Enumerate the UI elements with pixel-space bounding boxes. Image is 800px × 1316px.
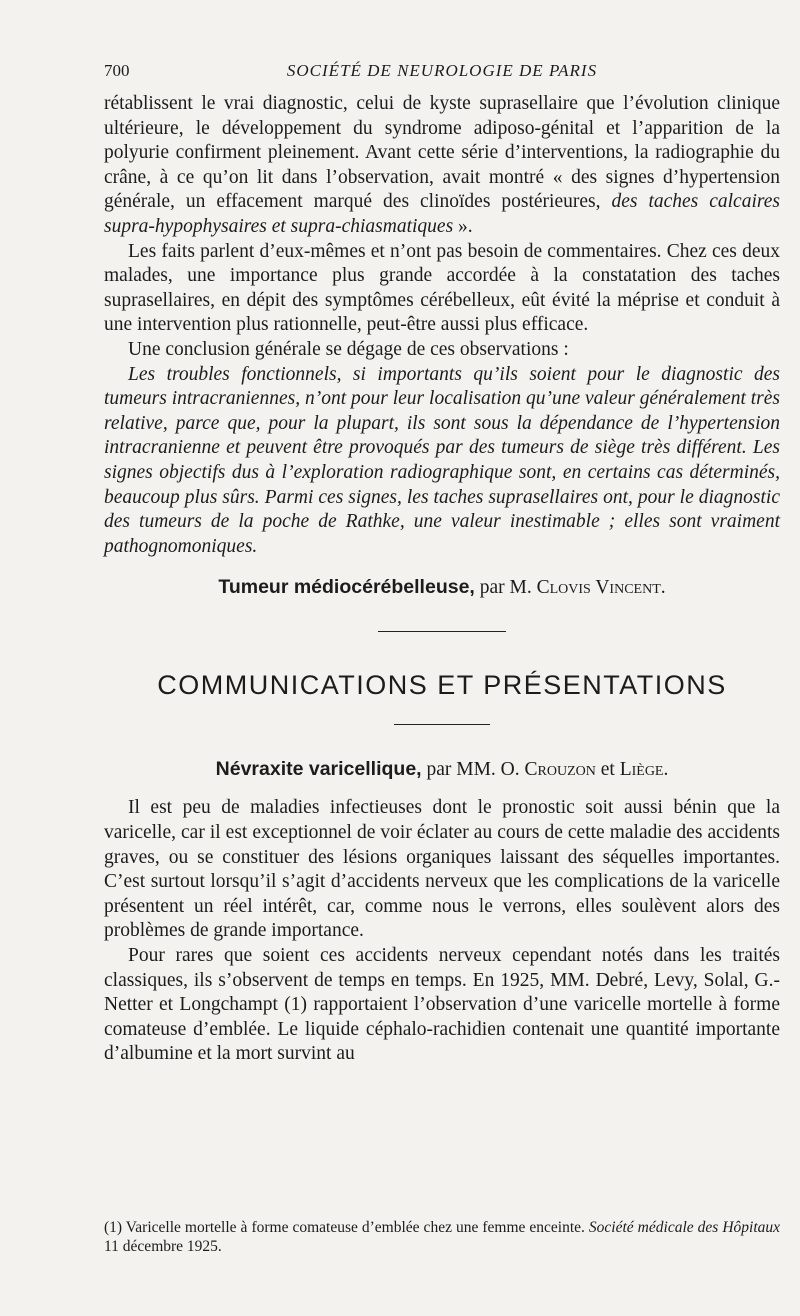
subheading-nevraxite — [104, 757, 780, 783]
paragraph-5: Il est peu de maladies infectieuses dont le pronostic soit aussi bénin que la varicelle, car il est exceptionnel de voir éclater au cours de cette maladie des accidents graves, ou se constituer des lésions organiques laissant des séquelles importantes. C’est surtout lorsqu’il s’agit d’accidents nerveux que les complications de la varicelle présentent un réel intérêt, car, comme nous le verrons, elles soulèvent alors des problèmes de grande importance. — [104, 797, 780, 942]
journal-title: SOCIÉTÉ DE NEUROLOGIE DE PARIS — [286, 61, 598, 80]
subheading-nevraxite-author-1: Crouzon — [524, 758, 596, 780]
footnote-italic: Société médicale des Hôpitaux — [588, 1219, 781, 1236]
paragraph-2: Les faits parlent d’eux-mêmes et n’ont pas besoin de commentaires. Chez ces deux malades, une importance plus grande accordée à la constatation des taches suprasellaires, en dépit des symptômes cérébelleux, eût évité la méprise et conduit à une intervention plus rationnelle, peut-être aussi plus efficace. — [104, 240, 780, 336]
footnote-text: (1) Varicelle mortelle à forme comateuse d’emblée chez une femme enceinte. — [104, 1219, 589, 1236]
footnote — [104, 1218, 780, 1256]
body-text — [104, 92, 780, 1067]
paragraph-1-end: ». — [453, 215, 473, 237]
paragraph-1 — [104, 92, 780, 240]
subheading-tumeur-title: Tumeur médiocérébelleuse, — [218, 576, 475, 599]
footnote-end: 11 décembre 1925. — [104, 1238, 222, 1255]
section-title-rule — [394, 724, 490, 725]
paragraph-6: Pour rares que soient ces accidents nerveux cependant notés dans les traités classiques, ils s’observent de temps en temps. En 1925, MM. Debré, Levy, Solal, G.-Netter et Longchampt (1) rapportaient l’observation d’une varicelle mortelle à forme comateuse d’emblée. Le liquide céphalo-rachidien contenait une quantité importante d’albumine et la mort survint au — [104, 945, 780, 1065]
paragraph-1-italic: des taches calcaires supra-hypophysaires et supra-chiasmatiques — [104, 191, 780, 237]
paragraph-3: Une conclusion générale se dégage de ces observations : — [128, 338, 569, 360]
subheading-nevraxite-by: par MM. O. — [426, 758, 520, 780]
subheading-tumeur-author: Clovis Vincent. — [536, 577, 666, 599]
conclusion-paragraph: Les troubles fonctionnels, si importants qu’ils soient pour le diagnostic des tumeurs intracraniennes, n’ont pour leur localisation qu’une valeur généralement très relative, parce que, pour la plupart, ils sont sous la dépendance de l’hypertension intracranienne et peuvent être provoqués par des tumeurs de siège très différent. Les signes objectifs dus à l’exploration radiographique sont, en certains cas déterminés, beaucoup plus sûrs. Parmi ces signes, les taches suprasellaires ont, pour le diagnostic des tumeurs de la poche de Rathke, une valeur inestimable ; elles sont vraiment pathognomoniques. — [104, 363, 780, 557]
subheading-tumeur-by: par M. — [479, 577, 532, 599]
running-head — [104, 58, 780, 84]
paragraph-1-text: rétablissent le vrai diagnostic, celui de kyste suprasellaire que l’évolution clinique ultérieure, le développement du syndrome adiposo-génital et l’apparition de la polyurie confirment pleinement. Avant cette série d’interventions, la radiographie du crâne, à ce qu’on lit dans l’observation, avait montré « des signes d’hypertension générale, un effacement marqué des clinoïdes postérieures, — [104, 93, 780, 213]
subheading-nevraxite-and: et — [600, 758, 615, 780]
section-divider — [378, 631, 506, 632]
subheading-nevraxite-author-2: Liège. — [619, 758, 669, 780]
section-title: COMMUNICATIONS ET PRÉSENTATIONS — [157, 669, 727, 700]
subheading-nevraxite-title: Névraxite varicellique, — [215, 757, 422, 780]
page-number: 700 — [104, 61, 130, 80]
subheading-tumeur — [104, 575, 780, 601]
